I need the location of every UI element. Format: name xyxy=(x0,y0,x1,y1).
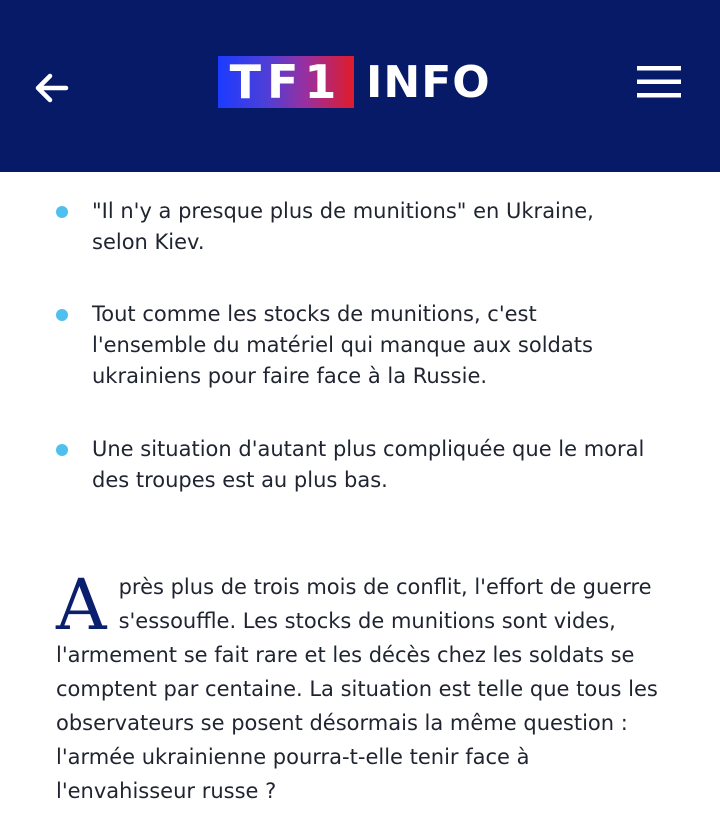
summary-bullet xyxy=(56,196,656,258)
arrow-left-icon xyxy=(35,73,69,103)
tf1-info-logo[interactable] xyxy=(218,54,508,110)
summary-bullet xyxy=(56,299,656,392)
summary-bullet-text: "Il n'y a presque plus de munitions" en Ukraine, selon Kiev. xyxy=(92,199,594,254)
bullet-dot-icon xyxy=(56,309,68,321)
drop-cap: A xyxy=(56,564,107,646)
top-header xyxy=(0,0,720,172)
menu-button[interactable] xyxy=(632,60,686,104)
summary-bullet-text: Tout comme les stocks de munitions, c'est l'ensemble du matériel qui manque aux soldats ukrainiens pour faire face à la Russie. xyxy=(92,302,593,388)
back-button[interactable] xyxy=(30,66,74,110)
logo-info-text: INFO xyxy=(366,56,491,108)
bullet-dot-icon xyxy=(56,444,68,456)
logo-tf1-block: TF1 xyxy=(218,56,354,108)
hamburger-menu-icon xyxy=(637,64,681,100)
bullet-dot-icon xyxy=(56,206,68,218)
article-body xyxy=(56,564,666,808)
summary-bullet xyxy=(56,434,656,496)
article-paragraph: près plus de trois mois de conflit, l'effort de guerre s'essouffle. Les stocks de munitions sont vides, l'armement se fait rare et les décès chez les soldats se comptent par centaine. La situation est telle que tous les observateurs se posent désormais la même question : l'armée ukrainienne pourra-t-elle tenir face à l'envahisseur russe ? xyxy=(56,575,658,803)
summary-bullet-text: Une situation d'autant plus compliquée que le moral des troupes est au plus bas. xyxy=(92,437,645,492)
